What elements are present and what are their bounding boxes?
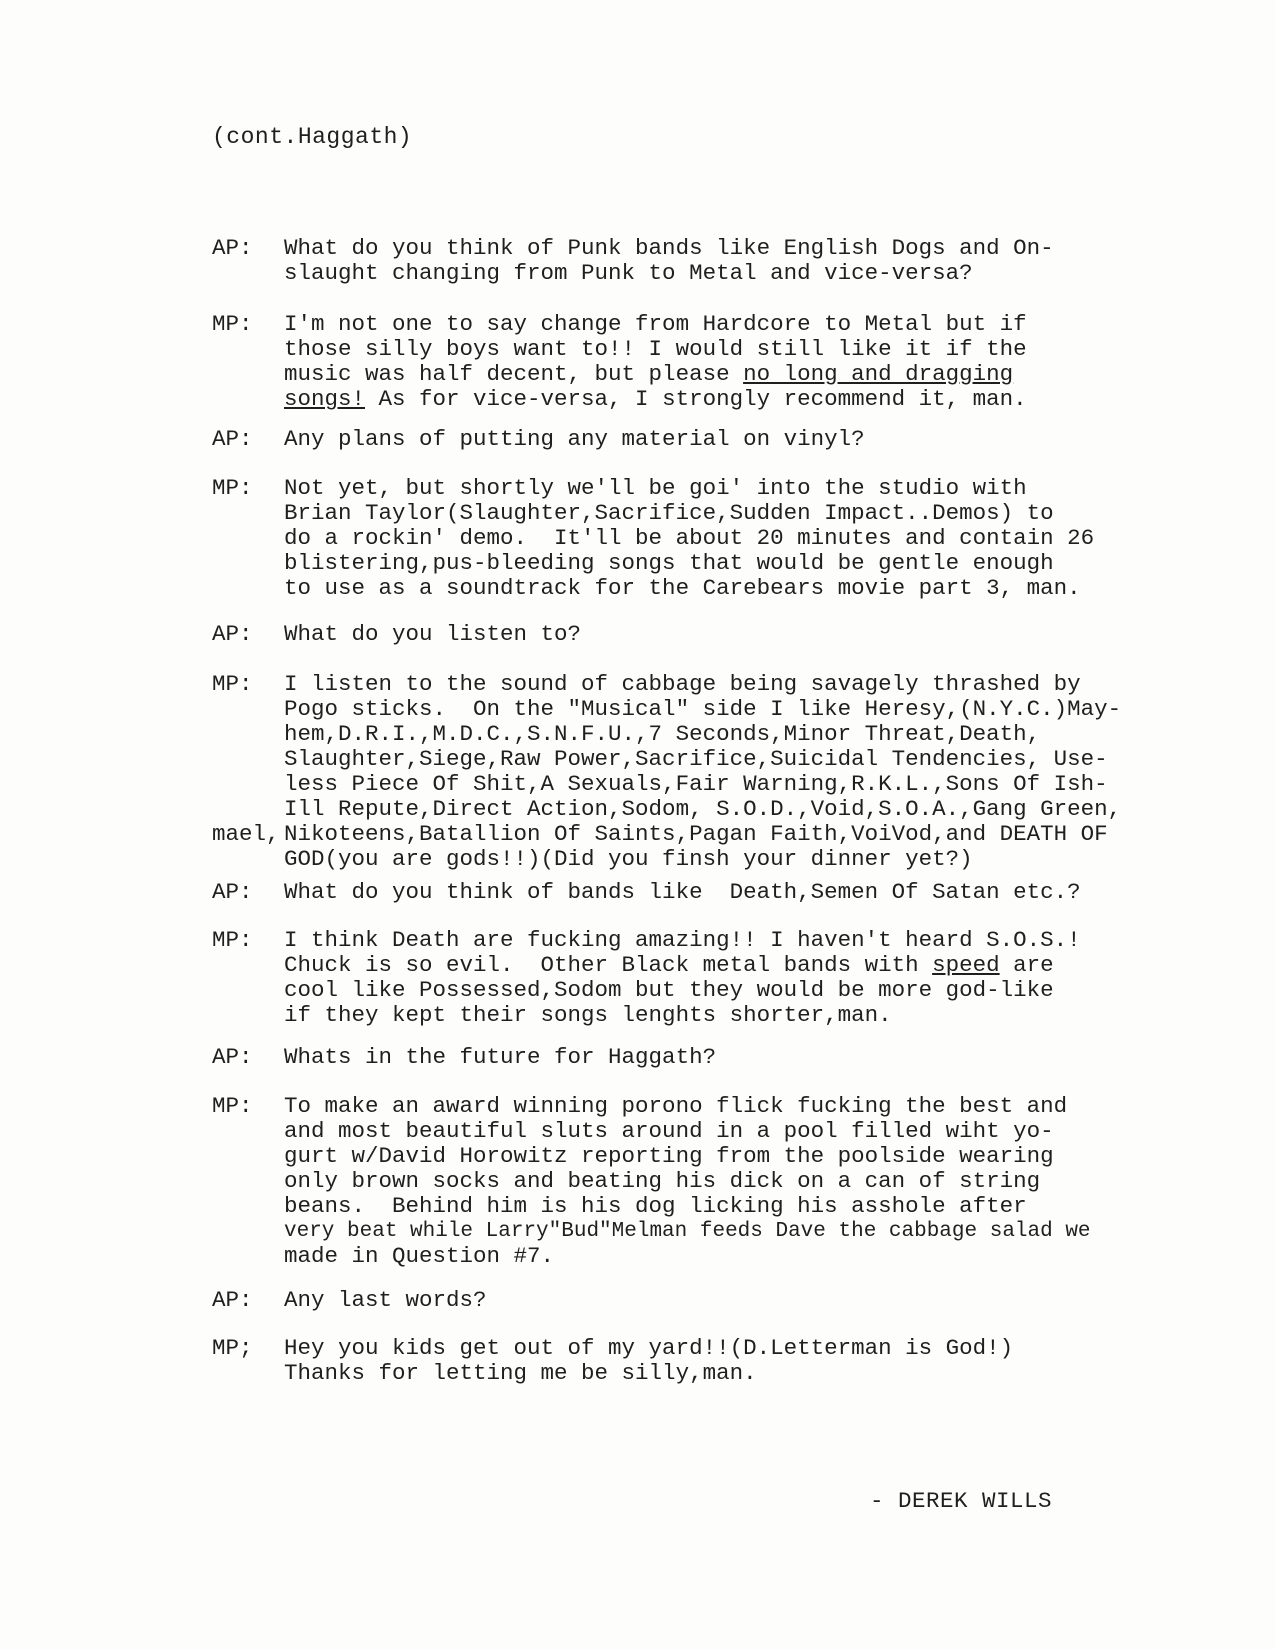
entry-text [284, 427, 865, 452]
entry-text [284, 1045, 716, 1070]
speaker-label: MP: [212, 927, 253, 953]
text-line: Brian Taylor(Slaughter,Sacrifice,Sudden Impact..Demos) to [284, 500, 1054, 526]
speaker-label: MP; [212, 1335, 253, 1361]
text-line: cool like Possessed,Sodom but they would be more god-like [284, 977, 1054, 1003]
text-line: Pogo sticks. On the "Musical" side I like Heresy,(N.Y.C.)May- [284, 696, 1122, 722]
entry-text [284, 476, 1094, 601]
text-line: made in Question #7. [284, 1243, 555, 1269]
text-line: What do you listen to? [284, 621, 582, 647]
entry-text [284, 928, 1081, 1028]
text-line: to use as a soundtrack for the Carebears movie part 3, man. [284, 575, 1081, 601]
text-line: songs! As for vice-versa, I strongly recommend it, man. [284, 386, 1027, 412]
entry-text [284, 880, 1081, 905]
text-line: gurt w/David Horowitz reporting from the poolside wearing [284, 1143, 1054, 1169]
text-line: Thanks for letting me be silly,man. [284, 1360, 757, 1386]
text-line: those silly boys want to!! I would still like it if the [284, 336, 1027, 362]
text-line: music was half decent, but please no long and dragging [284, 361, 1014, 387]
text-line: blistering,pus-bleeding songs that would be gentle enough [284, 550, 1054, 576]
entry-text [284, 312, 1027, 412]
text-line: Chuck is so evil. Other Black metal bands with speed are [284, 952, 1054, 978]
text-line: beans. Behind him is his dog licking his asshole after [284, 1193, 1027, 1219]
text-line: Any plans of putting any material on vinyl? [284, 426, 865, 452]
speaker-label: MP: [212, 671, 253, 697]
text-line: if they kept their songs lenghts shorter,man. [284, 1002, 892, 1028]
page-header: (cont.Haggath) [212, 124, 413, 150]
entry-text [284, 1094, 1091, 1269]
text-line: Nikoteens,Batallion Of Saints,Pagan Faith,VoiVod,and DEATH OF [284, 821, 1108, 847]
text-line: What do you think of Punk bands like English Dogs and On- [284, 235, 1054, 261]
underlined-phrase: songs! [284, 386, 366, 412]
author-signoff: - DEREK WILLS [870, 1488, 1053, 1514]
text-line: What do you think of bands like Death,Semen Of Satan etc.? [284, 879, 1081, 905]
text-line: Hey you kids get out of my yard!!(D.Letterman is God!) [284, 1335, 1014, 1361]
entry-text [284, 236, 1054, 286]
speaker-label: AP: [212, 1044, 253, 1070]
text-line: I listen to the sound of cabbage being savagely thrashed by [284, 671, 1081, 697]
text-line: hem,D.R.I.,M.D.C.,S.N.F.U.,7 Seconds,Minor Threat,Death, [284, 721, 1041, 747]
text-line: do a rockin' demo. It'll be about 20 minutes and contain 26 [284, 525, 1095, 551]
entry-text [284, 1288, 487, 1313]
text-line: very beat while Larry"Bud"Melman feeds Dave the cabbage salad we [284, 1220, 1091, 1243]
margin-note: mael, [212, 821, 280, 847]
text-line: Whats in the future for Haggath? [284, 1044, 717, 1070]
speaker-label: MP: [212, 1093, 253, 1119]
underlined-phrase: speed [932, 952, 1000, 978]
speaker-label: AP: [212, 426, 253, 452]
entry-text [284, 672, 1121, 872]
text-line: Slaughter,Siege,Raw Power,Sacrifice,Suicidal Tendencies, Use- [284, 746, 1108, 772]
speaker-label: AP: [212, 1287, 253, 1313]
text-line: I'm not one to say change from Hardcore to Metal but if [284, 311, 1027, 337]
text-line: Not yet, but shortly we'll be goi' into the studio with [284, 475, 1027, 501]
entry-text [284, 622, 581, 647]
speaker-label: AP: [212, 621, 253, 647]
text-line: Ill Repute,Direct Action,Sodom, S.O.D.,Void,S.O.A.,Gang Green, [284, 796, 1122, 822]
text-line: less Piece Of Shit,A Sexuals,Fair Warning,R.K.L.,Sons Of Ish- [284, 771, 1108, 797]
text-line: slaught changing from Punk to Metal and vice-versa? [284, 260, 973, 286]
speaker-label: AP: [212, 235, 253, 261]
text-line: I think Death are fucking amazing!! I haven't heard S.O.S.! [284, 927, 1081, 953]
text-line: GOD(you are gods!!)(Did you finsh your dinner yet?) [284, 846, 973, 872]
text-line: To make an award winning porono flick fucking the best and [284, 1093, 1068, 1119]
underlined-phrase: no long and dragging [743, 361, 1014, 387]
entry-text [284, 1336, 1013, 1386]
text-line: Any last words? [284, 1287, 487, 1313]
speaker-label: AP: [212, 879, 253, 905]
speaker-label: MP: [212, 311, 253, 337]
text-line: only brown socks and beating his dick on a can of string [284, 1168, 1041, 1194]
speaker-label: MP: [212, 475, 253, 501]
text-line: and most beautiful sluts around in a pool filled wiht yo- [284, 1118, 1054, 1144]
